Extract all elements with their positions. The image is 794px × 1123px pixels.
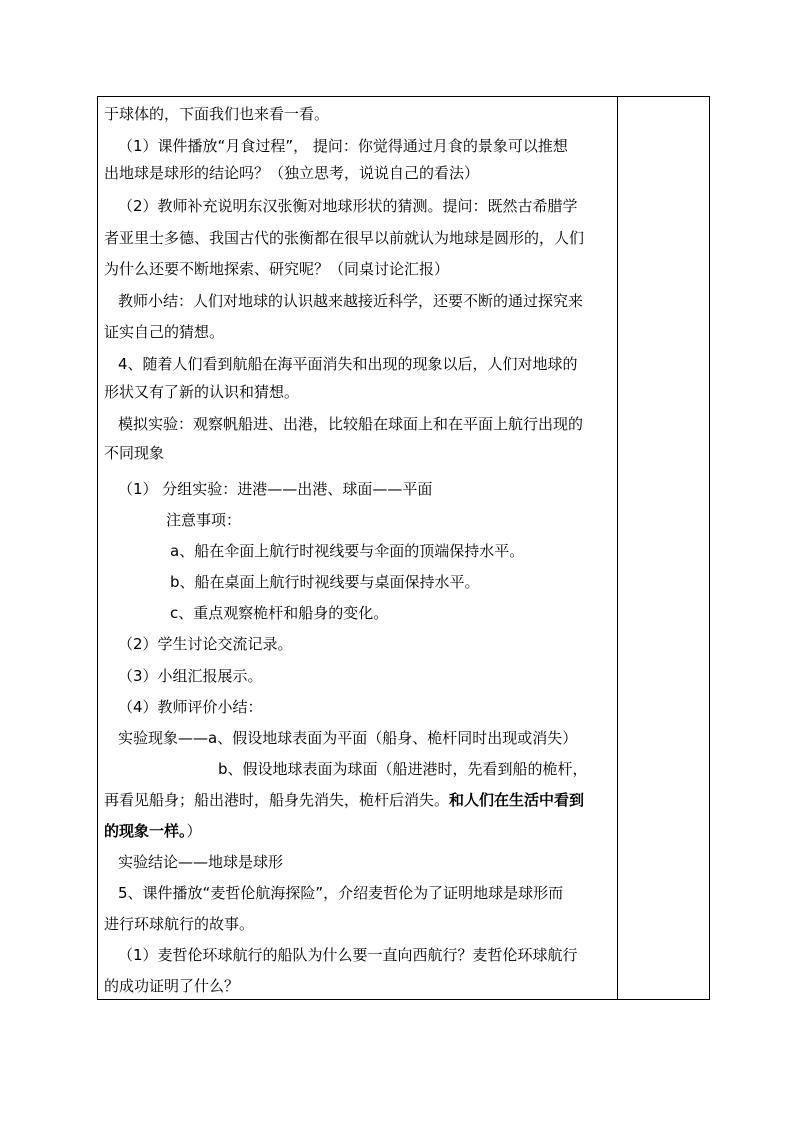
text-line: 4、随着人们看到航船在海平面消失和出现的现象以后，人们对地球的: [118, 355, 578, 373]
text-line: （2）学生讨论交流记录。: [118, 635, 293, 653]
text-line: b、假设地球表面为球面（船进港时，先看到船的桅杆，: [218, 760, 588, 778]
text-line: 证实自己的猜想。: [104, 323, 225, 341]
text-line: a、船在伞面上航行时视线要与伞面的顶端保持水平。: [170, 542, 525, 560]
text-line: c、重点观察桅杆和船身的变化。: [170, 604, 389, 622]
text-line: 模拟实验：观察帆船进、出港，比较船在球面上和在平面上航行出现的: [118, 415, 584, 433]
text-line: 教师小结：人们对地球的认识越来越接近科学，还要不断的通过探究来: [118, 292, 584, 310]
text-line: （2）教师补充说明东汉张衡对地球形状的猜测。提问：既然古希腊学: [118, 197, 578, 215]
text-line: （1） 分组实验：进港——出港、球面——平面: [118, 480, 433, 498]
text-line: 者亚里士多德、我国古代的张衡都在很早以前就认为地球是圆形的，人们: [104, 229, 585, 247]
text-line: 形状又有了新的认识和猜想。: [104, 383, 300, 401]
table-column-divider: [617, 96, 618, 1000]
text-line: 于球体的，下面我们也来看一看。: [104, 105, 330, 123]
bold-text-segment: 和人们在生活中看到: [449, 791, 585, 809]
text-line: （1）麦哲伦环球航行的船队为什么要一直向西航行？麦哲伦环球航行: [118, 946, 578, 964]
text-line: 实验现象——a、假设地球表面为平面（船身、桅杆同时出现或消失）: [118, 729, 578, 747]
text-line: 5、课件播放“麦哲伦航海探险”，介绍麦哲伦为了证明地球是球形而: [118, 884, 564, 902]
text-line: 进行环球航行的故事。: [104, 915, 255, 933]
text-line: 为什么还要不断地探索、研究呢？（同桌讨论汇报）: [104, 260, 450, 278]
text-line: [104, 790, 584, 810]
text-segment: 再看见船身；船出港时，船身先消失，桅杆后消失。: [104, 791, 450, 809]
text-line: 注意事项：: [166, 511, 242, 529]
bold-text-segment: 的现象一样。: [104, 822, 187, 840]
text-line: 出地球是球形的结论吗？（独立思考，说说自己的看法）: [104, 164, 480, 182]
text-line: 不同现象: [104, 444, 165, 462]
text-line: （3）小组汇报展示。: [118, 667, 263, 685]
text-line: （1）课件播放“月食过程”， 提问：你觉得通过月食的景象可以推想: [118, 137, 568, 155]
text-line: （4）教师评价小结：: [118, 698, 263, 716]
text-line: 实验结论——地球是球形: [118, 853, 284, 871]
text-line: b、船在桌面上航行时视线要与桌面保持水平。: [170, 573, 480, 591]
text-line: [104, 821, 202, 841]
text-segment: ）: [186, 822, 202, 840]
text-line: 的成功证明了什么？: [104, 977, 240, 995]
